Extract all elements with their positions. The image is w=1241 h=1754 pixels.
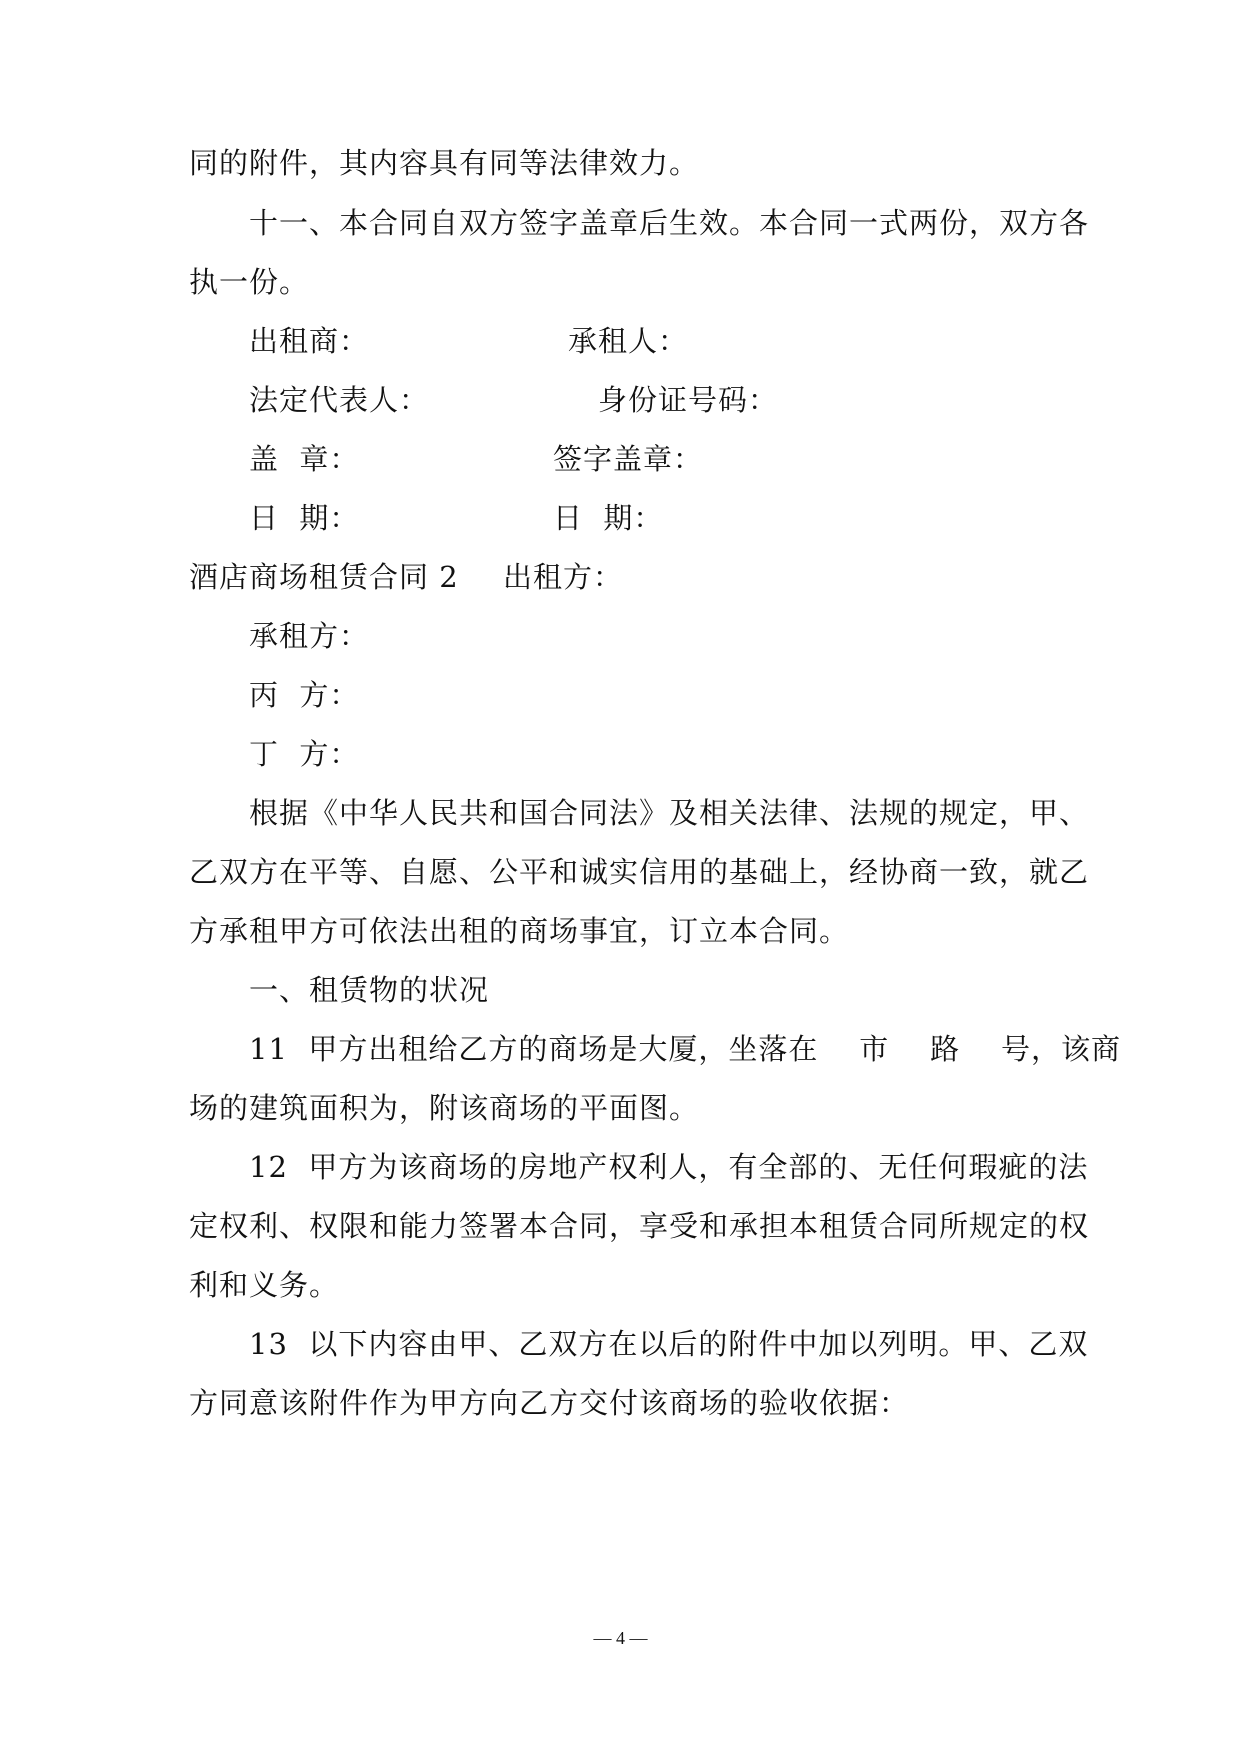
- page-number: — 4 —: [593, 1628, 648, 1648]
- text-line: 12 甲方为该商场的房地产权利人，有全部的、无任何瑕疵的法: [249, 1150, 1089, 1184]
- text-line: 方同意该附件作为甲方向乙方交付该商场的验收依据：: [189, 1386, 910, 1420]
- text-line: 11 甲方出租给乙方的商场是大厦，坐落在 市 路 号，该商: [249, 1032, 1121, 1066]
- signature-label-seal: 盖 章：: [249, 442, 360, 476]
- text-line: 场的建筑面积为，附该商场的平面图。: [189, 1091, 700, 1125]
- text-line: 十一、本合同自双方签字盖章后生效。本合同一式两份，双方各: [249, 206, 1090, 240]
- party-label-lessee: 承租方：: [249, 619, 370, 653]
- signature-label-sign-seal: 签字盖章：: [553, 442, 704, 476]
- text-line: 乙双方在平等、自愿、公平和诚实信用的基础上，经协商一致，就乙: [189, 855, 1090, 889]
- text-line: 同的附件，其内容具有同等法律效力。: [189, 146, 700, 180]
- contract-title: 酒店商场租赁合同 2: [189, 560, 459, 594]
- signature-label-date-left: 日 期：: [249, 501, 360, 535]
- signature-label-date-right: 日 期：: [553, 501, 664, 535]
- text-line: 根据《中华人民共和国合同法》及相关法律、法规的规定，甲、: [249, 796, 1090, 830]
- text-line: 定权利、权限和能力签署本合同，享受和承担本租赁合同所规定的权: [189, 1209, 1090, 1243]
- party-label-third: 丙 方：: [249, 678, 360, 712]
- text-line: 执一份。: [189, 265, 310, 299]
- party-label-fourth: 丁 方：: [249, 737, 360, 771]
- text-line: 13 以下内容由甲、乙双方在以后的附件中加以列明。甲、乙双: [249, 1327, 1089, 1361]
- signature-label-lessee: 承租人：: [568, 324, 689, 358]
- party-label-lessor: 出租方：: [503, 560, 624, 594]
- text-line: 利和义务。: [189, 1268, 340, 1302]
- signature-label-id-number: 身份证号码：: [598, 383, 779, 417]
- section-heading: 一、租赁物的状况: [249, 973, 490, 1007]
- signature-label-lessor: 出租商：: [249, 324, 370, 358]
- signature-label-legal-rep: 法定代表人：: [249, 383, 430, 417]
- text-line: 方承租甲方可依法出租的商场事宜，订立本合同。: [189, 914, 850, 948]
